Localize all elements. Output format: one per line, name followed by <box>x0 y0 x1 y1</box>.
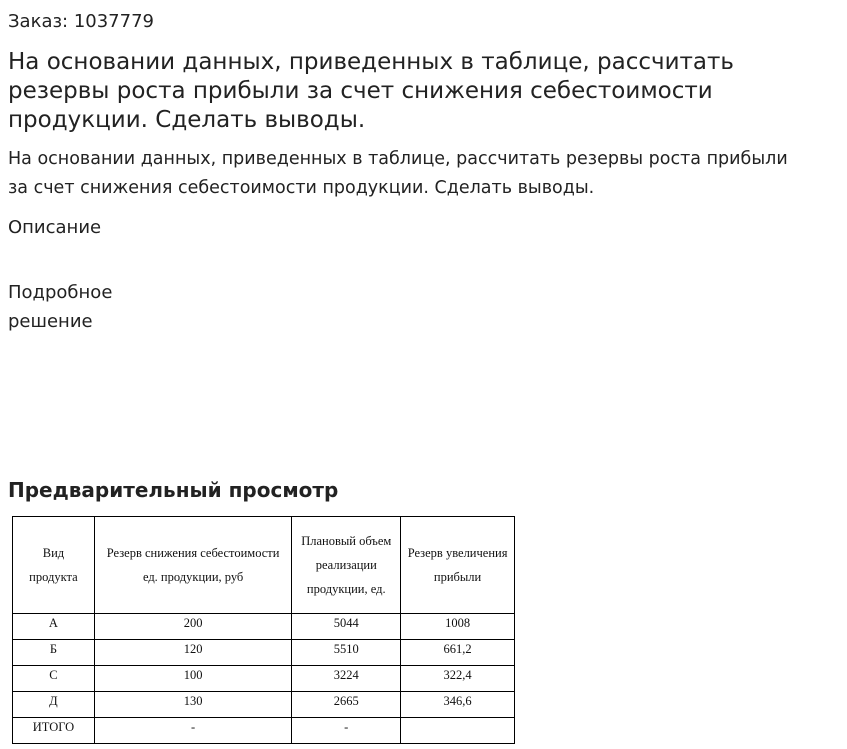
table-cell: ИТОГО <box>13 718 95 744</box>
table-cell: 2665 <box>292 692 401 718</box>
table-cell: 3224 <box>292 666 401 692</box>
preview-table-image <box>12 516 515 744</box>
table-row <box>13 692 515 718</box>
header-product-type: Вид продукта <box>13 517 95 614</box>
order-number: Заказ: 1037779 <box>8 11 154 32</box>
table-cell: Б <box>13 640 95 666</box>
table-total-row <box>13 718 515 744</box>
table-header-row <box>13 517 515 614</box>
table-cell: 120 <box>94 640 291 666</box>
table-cell: 346,6 <box>401 692 515 718</box>
table-cell: 130 <box>94 692 291 718</box>
table-cell: 200 <box>94 614 291 640</box>
table-cell: 1008 <box>401 614 515 640</box>
results-table <box>12 516 515 744</box>
task-description-text: На основании данных, приведенных в таблице, рассчитать резервы роста прибыли за счет снижения себестоимости продукции. Сделать выводы. <box>8 149 788 198</box>
table-cell: 322,4 <box>401 666 515 692</box>
table-row <box>13 640 515 666</box>
table-cell: 661,2 <box>401 640 515 666</box>
table-cell: Д <box>13 692 95 718</box>
header-profit-increase-reserve: Резерв увеличения прибыли <box>401 517 515 614</box>
table-row <box>13 666 515 692</box>
table-cell: 5044 <box>292 614 401 640</box>
solution-label: Подробное решение <box>8 282 113 332</box>
table-cell: 100 <box>94 666 291 692</box>
description-label: Описание <box>8 217 102 238</box>
table-cell <box>401 718 515 744</box>
header-planned-volume: Плановый объем реализации продукции, ед. <box>292 517 401 614</box>
page-title: На основании данных, приведенных в таблице, рассчитать резервы роста прибыли за счет снижения себестоимости продукции. Сделать выводы. <box>8 49 734 133</box>
table-cell: - <box>94 718 291 744</box>
table-cell: 5510 <box>292 640 401 666</box>
preview-title: Предварительный просмотр <box>8 478 339 502</box>
table-row <box>13 614 515 640</box>
table-cell: С <box>13 666 95 692</box>
header-cost-reduction-reserve: Резерв снижения себестоимости ед. продукции, руб <box>94 517 291 614</box>
table-cell: - <box>292 718 401 744</box>
table-cell: А <box>13 614 95 640</box>
